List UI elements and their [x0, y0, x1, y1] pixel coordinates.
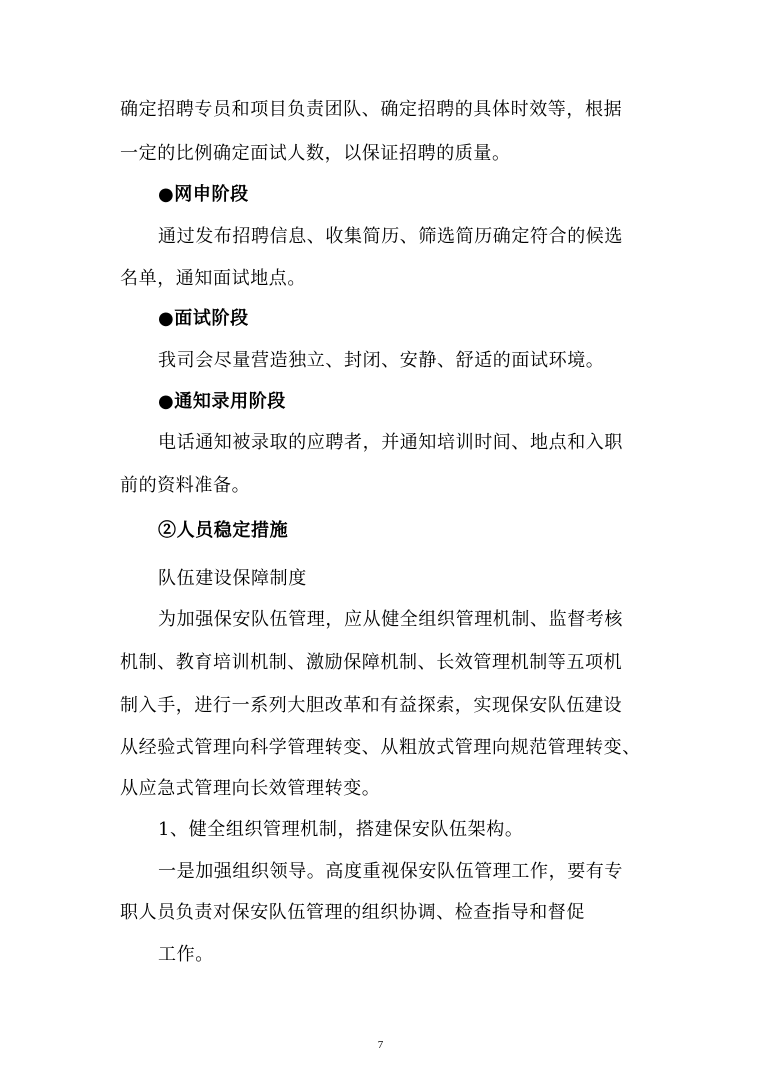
paragraph-line: 从应急式管理向长效管理转变。 — [120, 778, 381, 799]
subsection-heading: ②人员稳定措施 — [158, 520, 289, 541]
paragraph-line: 电话通知被录取的应聘者，并通知培训时间、地点和入职 — [158, 432, 623, 453]
numbered-heading: 1、健全组织管理机制，搭建保安队伍架构。 — [158, 819, 524, 840]
section-heading: ●面试阶段 — [158, 308, 249, 329]
section-heading: ●网申阶段 — [158, 184, 249, 205]
section-heading: ●通知录用阶段 — [158, 391, 286, 412]
paragraph-line: 工作。 — [158, 944, 214, 965]
paragraph-line: 前的资料准备。 — [120, 475, 251, 496]
paragraph-line: 职人员负责对保安队伍管理的组织协调、检查指导和督促 — [120, 902, 585, 923]
paragraph-line: 制入手，进行一系列大胆改革和有益探索，实现保安队伍建设 — [120, 695, 623, 716]
paragraph-line: 为加强保安队伍管理，应从健全组织管理机制、监督考核 — [158, 609, 623, 630]
page-number: 7 — [377, 1039, 384, 1051]
paragraph-line: 从经验式管理向科学管理转变、从粗放式管理向规范管理转变、 — [120, 737, 641, 758]
paragraph-line: 一是加强组织领导。高度重视保安队伍管理工作，要有专 — [158, 861, 623, 882]
paragraph-line: 确定招聘专员和项目负责团队、确定招聘的具体时效等，根据 — [120, 99, 623, 120]
paragraph-line: 名单，通知面试地点。 — [120, 268, 306, 289]
subsection-heading: 队伍建设保障制度 — [158, 568, 307, 589]
paragraph-line: 一定的比例确定面试人数，以保证招聘的质量。 — [120, 143, 511, 164]
paragraph-line: 机制、教育培训机制、激励保障机制、长效管理机制等五项机 — [120, 652, 623, 673]
paragraph-line: 通过发布招聘信息、收集简历、筛选简历确定符合的候选 — [158, 226, 623, 247]
paragraph-line: 我司会尽量营造独立、封闭、安静、舒适的面试环境。 — [158, 350, 605, 371]
